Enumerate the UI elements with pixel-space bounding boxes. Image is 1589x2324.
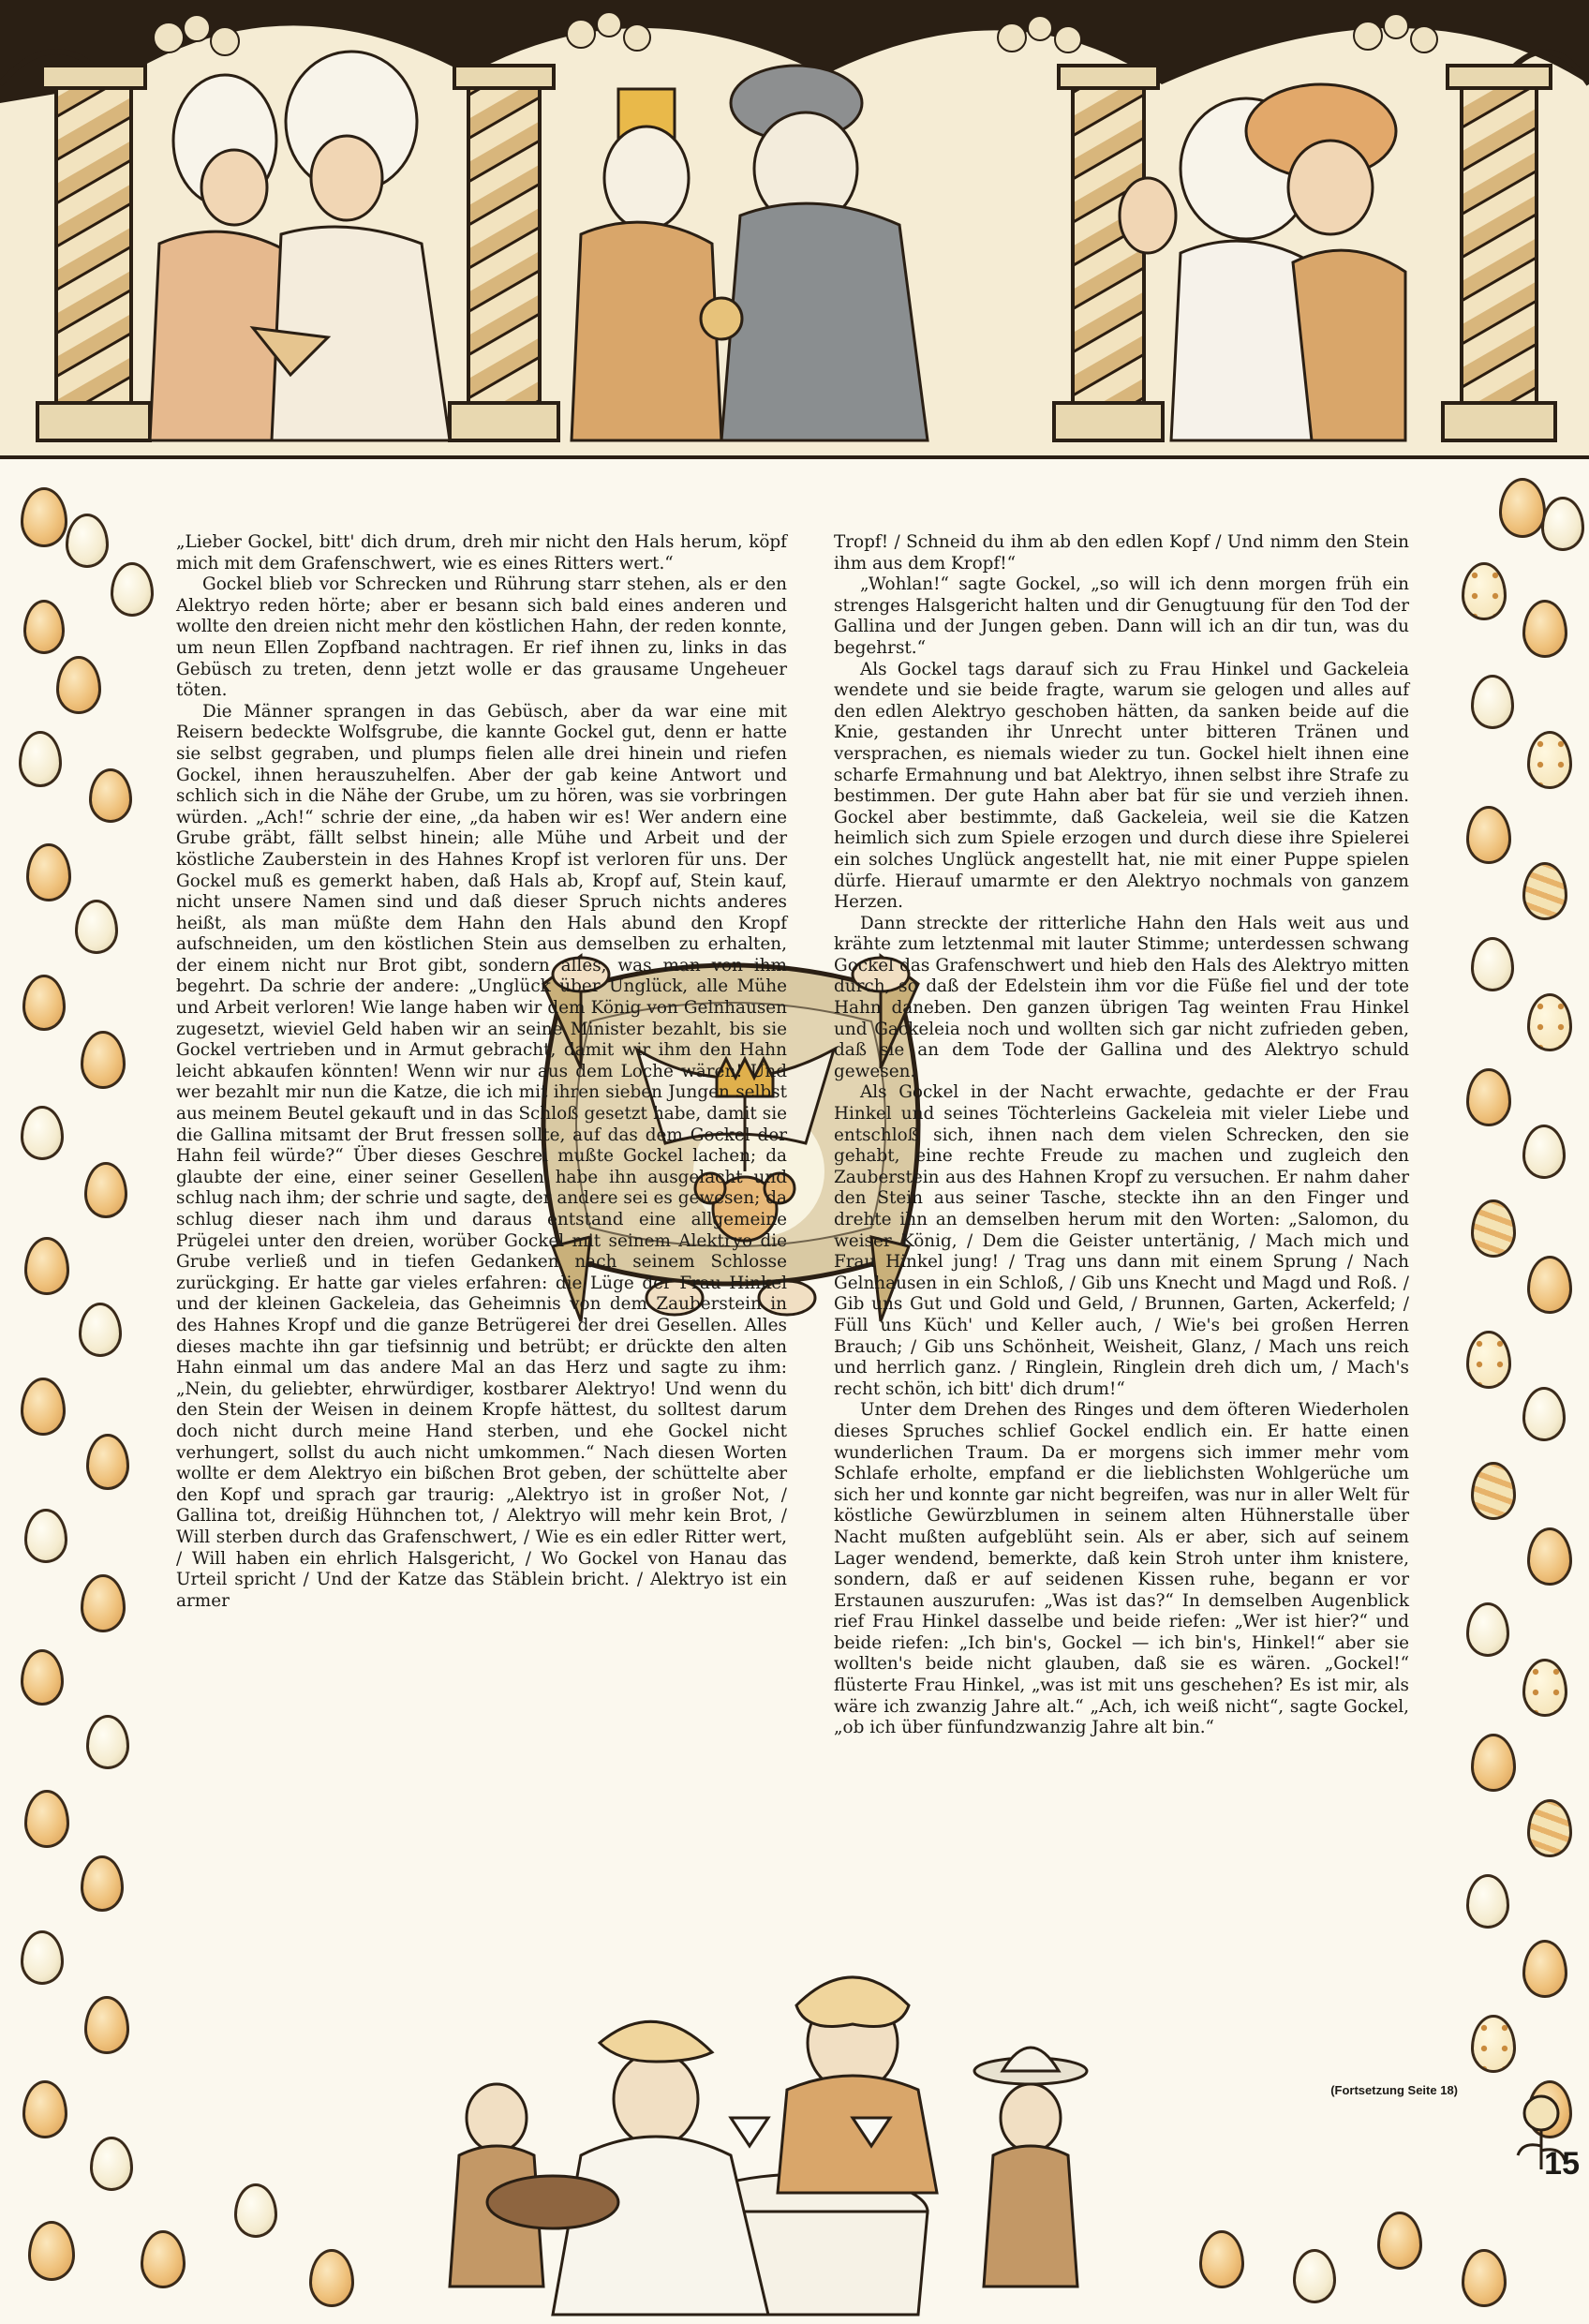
egg-icon [1522,1387,1566,1441]
egg-icon [1471,1734,1516,1792]
egg-icon [1522,1125,1566,1179]
egg-icon [21,1649,64,1706]
egg-icon [111,562,154,617]
egg-icon [81,1031,126,1089]
egg-icon [89,768,132,823]
egg-icon [84,1996,129,2054]
egg-icon [75,900,118,954]
article-paragraph: Unter dem Drehen des Ringes und dem öfteren Wiederholen dieses Spruches schlief Gockel endlich ein. Er hatte einen wunderlichen Traum. Da er morgens sich immer mehr vom Schlafe erholte, empfand er die lieblichsten Wohlgerüche um sich her und konnte gar nicht begreifen, was nur in aller Welt für köstliche Gewürzblumen in seinem alten Hühnerstalle über Nacht mußten aufgeblüht sein. Als er aber, sich auf seinem Lager wendend, bemerkte, daß kein Stroh unter ihm knistere, sondern, daß er auf seidenen Kissen ruhe, begann er vor Erstaunen auszurufen: „Was ist das?“ In demselben Augenblick rief Frau Hinkel dasselbe und beide riefen: „Wer ist hier?“ und beide riefen: „Ich bin's, Gockel — ich bin's, Hinkel!“ aber sie wollten's beide nicht glauben, daß sie es wären. „Gockel!“ flüsterte Frau Hinkel, „was ist mit uns geschehen? Es ist mir, als wäre ich zwanzig Jahre alt.“ „Ach, ich weiß nicht“, sagte Gockel, „ob ich über fünfundzwanzig Jahre alt bin.“ [834,1400,1409,1738]
article-paragraph: „Wohlan!“ sagte Gockel, „so will ich denn morgen früh ein strenges Halsgericht halten und dir Genugtuung für den Tod der Gallina und der Jungen geben. Dann will ich an dir tun, was du begehrst.“ [834,574,1409,658]
egg-icon [1466,806,1511,864]
article-paragraph: „Lieber Gockel, bitt' dich drum, dreh mir nicht den Hals herum, köpf mich mit dem Grafenschwert, wie es eines Ritters wert.“ [176,532,787,574]
bottom-illustration [412,1930,1143,2324]
egg-icon [1471,1462,1516,1520]
continuation-note: (Fortsetzung Seite 18) [1330,2083,1458,2097]
egg-icon [1527,731,1572,789]
egg-icon [1466,1874,1509,1929]
egg-icon [1527,1527,1572,1586]
top-illustration [0,0,1589,459]
article-paragraph: Dann streckte der ritterliche Hahn den Hals weit aus und krähte zum letztenmal mit lauter Stimme; unterdessen schwang Gockel das Grafenschwert und hieb den Hals des Alektryo mitten durch, so daß der Edelstein ihm vor die Füße fiel und der tote Hahn daneben. Den ganzen übrigen Tag weinten Frau Hinkel und Gackeleia noch und wollten sich gar nicht zufrieden geben, daß sie an dem Tode der Gallina und des Alektryo schuld gewesen. [834,913,1409,1081]
egg-icon [24,1509,67,1563]
egg-icon [22,975,66,1031]
article-paragraph: Tropf! / Schneid du ihm ab den edlen Kopf / Und nimm den Stein ihm aus dem Kropf!“ [834,532,1409,574]
egg-icon [1466,1331,1511,1389]
egg-icon [90,2137,133,2191]
egg-icon [1522,1940,1567,1998]
egg-icon [86,1434,129,1490]
egg-icon [56,656,101,714]
egg-icon [1462,2249,1507,2307]
egg-icon [1527,1799,1572,1857]
egg-icon [81,1574,126,1632]
article-paragraph: Als Gockel in der Nacht erwachte, gedachte er der Frau Hinkel und seines Töchterleins Gackeleia mit vieler Liebe und entschloß sich, ihnen nach dem vielen Schrecken, den sie gehabt, eine rechte Freude zu machen und zugleich den Zauberstein aus des Hahnen Kropf zu versuchen. Er nahm daher den Stein aus seiner Tasche, steckte ihn an den Finger und drehte ihn an demselben herum mit den Worten: „Salomon, du weiser König, / Dem die Geister untertänig, / Mach mich und Frau Hinkel jung! / Trag uns dann mit einem Sprung / Nach Gelnhausen in ein Schloß, / Gib uns Knecht und Magd und Roß. / Gib uns Gut und Gold und Geld, / Brunnen, Garten, Ackerfeld; / Füll uns Küch' und Keller auch, / Wie's bei großen Herren Brauch; / Gib uns Schönheit, Weisheit, Glanz, / Mach uns reich und herrlich ganz. / Ringlein, Ringlein dreh dich um, / Mach's recht schön, ich bitt' dich drum!“ [834,1082,1409,1399]
egg-icon [21,1930,64,1985]
egg-icon [21,487,67,547]
egg-icon [66,514,109,568]
article-paragraph: Als Gockel tags darauf sich zu Frau Hinkel und Gackeleia wendete und sie beide fragte, warum sie gelogen und alles auf den edlen Alektryo geschoben hätten, da sanken beide auf die Knie, gestanden ihr Unrecht unter bitteren Tränen und versprachen, es niemals wieder zu tun. Gockel hielt ihnen eine scharfe Ermahnung und bat Alektryo, ihnen selbst ihre Strafe zu bestimmen. Der gute Hahn aber bat für sie und verzieh ihnen. Gockel aber bestimmte, daß Gackeleia, weil sie die Katzen heimlich sich zum Spiele erzogen und durch diese ihre Spielerei ein solches Unglück angestellt hat, nie mit einer Puppe spielen dürfe. Hierauf umarmte er den Alektryo nochmals von ganzem Herzen. [834,659,1409,913]
egg-icon [1522,1659,1567,1717]
article-column-right [834,532,1409,1739]
egg-icon [309,2249,354,2307]
egg-icon [234,2183,277,2238]
egg-icon [1541,497,1584,551]
egg-icon [1466,1602,1509,1657]
egg-icon [1499,478,1546,538]
article-paragraph: Gockel blieb vor Schrecken und Rührung starr stehen, als er den Alektryo reden hörte; aber er besann sich bald eines anderen und wollte den dreien nicht mehr den köstlichen Hahn, der reden konnte, um neun Ellen Zopfband nachtragen. Er rief ihnen zu, links in das Gebüsch zu treten, denn jetzt wolle er das grausame Ungeheuer töten. [176,574,787,701]
egg-icon [24,1237,69,1295]
egg-icon [1471,675,1514,729]
egg-icon [1377,2212,1422,2270]
egg-icon [23,600,65,654]
egg-icon [24,1790,69,1848]
egg-icon [86,1715,129,1769]
egg-icon [1466,1068,1511,1126]
egg-icon [28,2221,75,2281]
egg-icon [1471,937,1514,991]
egg-icon [1293,2249,1336,2303]
egg-icon [1471,1199,1516,1258]
egg-icon [1199,2230,1244,2288]
egg-icon [141,2230,186,2288]
egg-icon [26,843,71,901]
egg-icon [19,731,62,787]
egg-icon [21,1378,66,1436]
egg-icon [79,1303,122,1357]
egg-icon [1522,600,1567,658]
egg-icon [1462,562,1507,620]
egg-icon [1527,1256,1572,1314]
article-column-left [176,532,787,1612]
article-paragraph: Die Männer sprangen in das Gebüsch, aber da war eine mit Reisern bedeckte Wolfsgrube, die kannte Gockel gut, denn er hatte sie selbst gegraben, und plumps fielen alle drei hinein und riefen Gockel, ihnen herauszuhelfen. Aber der gab keine Antwort und schlich sich in die Nähe der Grube, um zu hören, was sie vorbringen würden. „Ach!“ schrie der eine, „da haben wir es! Wer andern eine Grube gräbt, fällt selbst hinein; alle Mühe und Arbeit und der köstliche Zauberstein in des Hahnes Kropf ist verloren für uns. Der Gockel muß es gemerkt haben, daß Hals ab, Kropf auf, Stein kauf, nicht unsere Namen sind und daß dieser Spruch nichts anderes heißt, als man müßte dem Hahn den Hals abund den Kropf aufschneiden, um den köstlichen Stein aus demselben zu erhalten, der einem nicht nur Brot gibt, sondern alles, was man von ihm begehrt. Da schrie der andere: „Unglück über Unglück, alle Mühe und Arbeit verloren! Wie lange haben wir dem König von Gelnhausen zugesetzt, wieviel Geld haben wir an seine Minister bezahlt, bis sie Gockel vertrieben und in Armut gebracht, damit wir ihm den Hahn leicht abkaufen könnten! Wenn wir nur aus dem Loche wären! Und wer bezahlt mir nun die Katze, die ich mit ihren sieben Jungen selbst aus meinem Beutel gekauft und in das Schloß gesetzt habe, damit sie die Gallina mitsamt der Brut fressen sollte, auf das dem Gockel der Hahn feil würde?“ Über dieses Geschrei mußte Gockel lachen; da glaubte der eine, einer seiner Gesellen habe ihn ausgelacht und schlug nach ihm; der schrie und sagte, der andere sei es gewesen; da schlug dieser nach ihm und daraus entstand eine allgemeine Prügelei unter den dreien, worüber Gockel mit seinem Alektryo die Grube verließ und in tiefen Gedanken nach seinem Schlosse zurückging. Er hatte gar vieles erfahren: die Lüge der Frau Hinkel und der kleinen Gackeleia, das Geheimnis von dem Zauberstein in des Hahnes Kropf und die ganze Betrügerei der drei Gesellen. Alles dieses machte ihn gar tiefsinnig und betrübt; er drückte den alten Hahn einmal um das andere Mal an das Herz und sagte zu ihm: „Nein, du geliebter, ehrwürdiger, kostbarer Alektryo! Und wenn du den Stein der Weisen in deinem Kropfe hättest, du solltest darum doch nicht durch meine Hand sterben, und ehe Gockel nicht verhungert, sollst du auch nicht umkommen.“ Nach diesen Worten wollte er dem Alektryo ein bißchen Brot geben, der schüttelte aber den Kopf und sprach gar traurig: „Alektryo ist in großer Not, / Gallina tot, dreißig Hühnchen tot, / Alektryo will mehr kein Brot, / Will sterben durch das Grafenschwert, / Wie es ein edler Ritter wert, / Will haben ein ehrlich Halsgericht, / Wo Gockel von Hanau das Urteil spricht / Und der Katze das Stäblein bricht. / Alektryo ist ein armer [176,701,787,1611]
egg-icon [22,2080,67,2138]
egg-icon [1522,862,1567,920]
egg-icon [1471,2015,1516,2073]
egg-icon [1527,993,1572,1051]
egg-icon [84,1162,127,1218]
page-number: 15 [1544,2146,1580,2182]
egg-icon [21,1106,64,1160]
egg-icon [81,1855,124,1912]
